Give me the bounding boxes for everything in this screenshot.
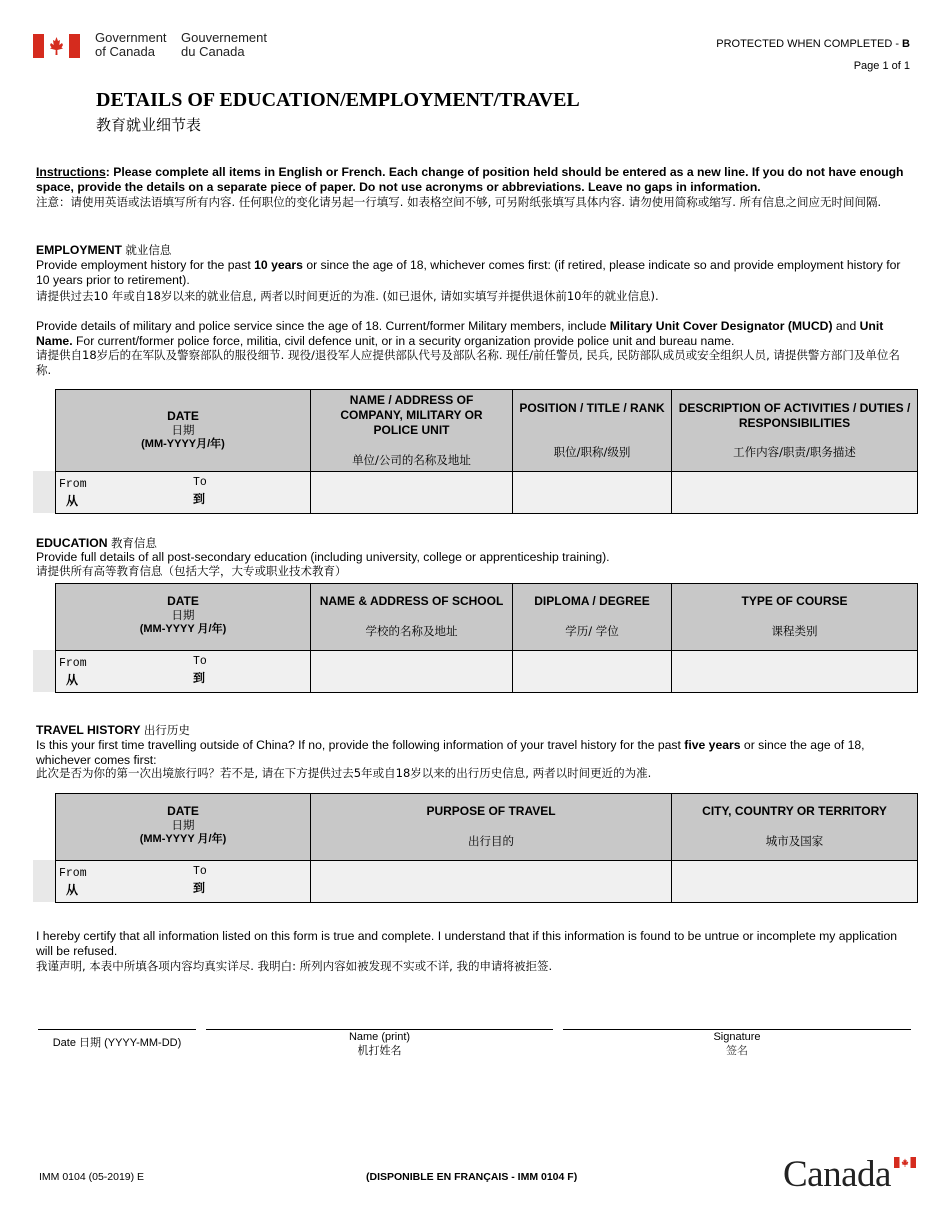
military-instructions-zh: 请提供自18岁后的在军队及警察部队的服役细节. 现役/退役军人应提供部队代号及部队名称. 现任/前任警员, 民兵, 民防部队成员或安全组织人员, 请提供警方部门及单位名称.: [36, 348, 900, 377]
employment-instructions-zh: 请提供过去10 年或自18岁以来的就业信息, 两者以时间更近的为准. (如已退休, 请如实填写并提供退休前10年的就业信息).: [36, 289, 659, 303]
gov-fr-line2: du Canada: [181, 44, 245, 59]
instructions-label: Instructions: [36, 165, 106, 179]
protected-grade: B: [902, 38, 910, 50]
course-field[interactable]: [672, 651, 918, 693]
date-label: Date 日期 (YYYY-MM-DD): [52, 1037, 182, 1049]
french-availability: (DISPONIBLE EN FRANÇAIS - IMM 0104 F): [366, 1171, 578, 1183]
col-date: DATE 日期 (MM-YYYY 月/年): [56, 584, 311, 651]
instructions: Instructions: Please complete all items in English or French. Each change of position held should be entered as a new line. If you do not have enough space, provide the details on a separate piece of paper. Do not use acronyms or abbreviations. Leave no gaps in information.: [36, 165, 904, 194]
travel-row: [56, 861, 918, 903]
date-field[interactable]: From To 从 到: [56, 651, 311, 693]
travel-heading: TRAVEL HISTORY 出行历史: [36, 723, 190, 737]
education-instructions-zh: 请提供所有高等教育信息（包括大学，大专或职业技术教育）: [36, 564, 347, 578]
protected-label: PROTECTED WHEN COMPLETED - B: [716, 38, 910, 50]
col-description: DESCRIPTION OF ACTIVITIES / DUTIES / RESPONSIBILITIES 工作内容/职责/职务描述: [672, 390, 918, 472]
description-field[interactable]: [672, 472, 918, 514]
col-city: CITY, COUNTRY OR TERRITORY 城市及国家: [672, 794, 918, 861]
purpose-field[interactable]: [311, 861, 672, 903]
row-tab: [33, 650, 55, 692]
col-diploma: DIPLOMA / DEGREE 学历/ 学位: [513, 584, 672, 651]
diploma-field[interactable]: [513, 651, 672, 693]
gov-en-line2: of Canada: [95, 44, 155, 59]
travel-instructions: Is this your first time travelling outside of China? If no, provide the following information of your travel history for the past five years or since the age of 18, whichever comes first:: [36, 738, 865, 767]
education-row: [56, 651, 918, 693]
page-number: Page 1 of 1: [853, 60, 910, 72]
gov-name-fr: [181, 31, 267, 59]
col-course: TYPE OF COURSE 课程类别: [672, 584, 918, 651]
row-tab: [33, 471, 55, 513]
position-field[interactable]: [513, 472, 672, 514]
col-position: POSITION / TITLE / RANK 职位/职称/级别: [513, 390, 672, 472]
employment-row: [56, 472, 918, 514]
signature-label: Signature 签名: [713, 1031, 761, 1057]
row-tab: [33, 860, 55, 902]
employment-instructions: Provide employment history for the past 10 years or since the age of 18, whichever comes first: (if retired, please indicate so and provide employment history for 10 years prior to retirement).: [36, 258, 901, 287]
military-instructions: Provide details of military and police service since the age of 18. Current/former Military members, include Military Unit Cover Designator (MUCD) and Unit Name. For current/former police force, militia, civil defence unit, or in a security organization provide police unit and bureau name.: [36, 319, 884, 348]
canada-flag-icon: [33, 34, 80, 58]
date-field[interactable]: From To 从 到: [56, 472, 311, 514]
employment-table: [55, 389, 918, 514]
employment-heading: EMPLOYMENT 就业信息: [36, 243, 172, 257]
education-table: [55, 583, 918, 693]
education-heading: EDUCATION 教育信息: [36, 536, 157, 550]
col-purpose: PURPOSE OF TRAVEL 出行目的: [311, 794, 672, 861]
name-label: Name (print) 机打姓名: [348, 1031, 411, 1057]
company-field[interactable]: [311, 472, 513, 514]
form-title-zh: 教育就业细节表: [96, 116, 202, 134]
col-company: NAME / ADDRESS OF COMPANY, MILITARY OR POLICE UNIT 单位/公司的名称及地址: [311, 390, 513, 472]
gov-name-en: [95, 31, 167, 59]
city-field[interactable]: [672, 861, 918, 903]
date-line[interactable]: [38, 1029, 196, 1030]
travel-table: [55, 793, 918, 903]
travel-instructions-zh: 此次是否为你的第一次出境旅行吗？若不是, 请在下方提供过去5年或自18岁以来的出行历史信息, 两者以时间更近的为准.: [36, 766, 652, 780]
gov-en-line1: Government: [95, 30, 167, 45]
school-field[interactable]: [311, 651, 513, 693]
col-date: DATE 日期 (MM-YYYY 月/年): [56, 794, 311, 861]
form-code: IMM 0104 (05-2019) E: [39, 1171, 145, 1183]
canada-wordmark: Canada: [783, 1154, 891, 1195]
col-school: NAME & ADDRESS OF SCHOOL 学校的名称及地址: [311, 584, 513, 651]
certification-text: I hereby certify that all information listed on this form is true and complete. I understand that if this information is found to be untrue or incomplete my application will be refused.: [36, 929, 898, 958]
signature-line[interactable]: [563, 1029, 911, 1030]
canada-wordmark-flag-icon: [894, 1157, 916, 1168]
instructions-zh: 注意：请使用英语或法语填写所有内容. 任何职位的变化请另起一行填写. 如表格空间不够, 可另附纸张填写具体内容. 请勿使用简称或缩写. 所有信息之间应无时间间隔.: [36, 195, 882, 209]
form-title: DETAILS OF EDUCATION/EMPLOYMENT/TRAVEL: [96, 89, 580, 111]
education-instructions: Provide full details of all post-secondary education (including university, college or apprenticeship training).: [36, 550, 610, 564]
certification-text-zh: 我谨声明, 本表中所填各项内容均真实详尽. 我明白: 所列内容如被发现不实或不详, 我的申请将被拒签.: [36, 959, 553, 973]
col-date: DATE 日期 (MM-YYYY月/年): [56, 390, 311, 472]
name-line[interactable]: [206, 1029, 553, 1030]
gov-fr-line1: Gouvernement: [181, 30, 267, 45]
date-field[interactable]: From To 从 到: [56, 861, 311, 903]
